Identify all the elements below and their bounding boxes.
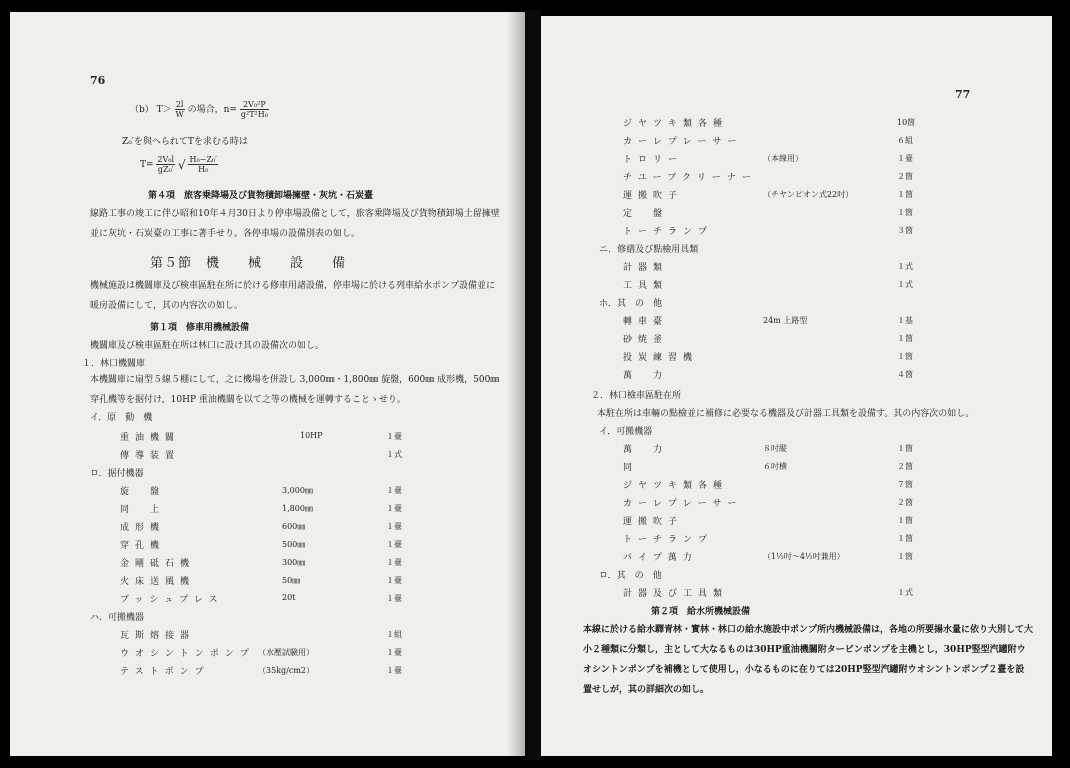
item-quantity: 10箇 (897, 118, 916, 127)
item-name: 火床送風機 (120, 577, 196, 587)
category-label: イ．可搬機器 (599, 427, 653, 437)
page-number: 77 (955, 88, 971, 101)
category-label: ハ．可搬機器 (90, 613, 145, 623)
item1-paragraph: 機關庫及び検車區駐在所は林口に設け其の設備次の如し。 (90, 341, 325, 351)
item-name: 運搬吹子 (623, 517, 684, 527)
item-quantity: １臺 (386, 432, 402, 441)
item-quantity: １箇 (897, 352, 913, 361)
item-quantity: １臺 (386, 576, 402, 585)
item-spec: 600㎜ (282, 522, 306, 531)
item-name: 萬 力 (623, 445, 669, 455)
right-page (541, 16, 1052, 756)
sub1-heading: １．林口機關庫 (82, 359, 146, 369)
item-quantity: １臺 (386, 486, 402, 495)
item-name: カーレプレーサー (623, 137, 743, 147)
formula-label: （b） (130, 105, 154, 115)
item-quantity: １臺 (897, 154, 913, 163)
category-label: ニ．修繕及び點檢用具類 (599, 245, 699, 255)
formula-text: の場合，n= (187, 105, 237, 115)
item-name: トーチランプ (623, 535, 714, 545)
item-spec: 1,800㎜ (282, 504, 313, 513)
section5-title: 第５節 機 械 設 備 (150, 256, 347, 271)
item-spec: （水壓試驗用） (258, 648, 314, 657)
page-number: 76 (90, 74, 106, 87)
item4-paragraph: 線路工事の竣工に伴ひ昭和10年４月30日より停車場設備として，旅客乗降場及び貨物積卸場土留擁壁並に灰坑・石炭臺の工事に著手せり。各停車場の設備別表の如し。 (90, 209, 500, 239)
item-spec: 50㎜ (282, 576, 301, 585)
fraction (240, 100, 269, 119)
numerator: 2l (175, 100, 184, 109)
item-name: 瓦斯熔接器 (120, 631, 196, 641)
item-name: パイプ萬力 (623, 553, 698, 563)
item-quantity: １箇 (897, 190, 913, 199)
sub2-heading: ２．林口檢車區駐在所 (591, 391, 682, 401)
denominator: W (175, 110, 184, 119)
formula-t (140, 155, 218, 174)
denominator: gZ₀′ (157, 165, 174, 174)
item-spec: （35kg/cm2） (258, 666, 314, 675)
item-quantity: １臺 (386, 594, 402, 603)
numerator: H₀−Z₀′ (189, 155, 217, 164)
item-quantity: １箇 (897, 534, 913, 543)
item-name: 工具類 (623, 281, 669, 291)
numerator: 2V₀²P (240, 100, 269, 110)
item-spec: ８吋縦 (763, 444, 787, 453)
item-name: 砂焼釜 (623, 335, 669, 345)
item-name: 轉車臺 (623, 317, 669, 327)
book-gutter (525, 10, 541, 760)
item-spec: 300㎜ (282, 558, 306, 567)
item-name: 重油機關 (120, 433, 181, 443)
item-name: 同 上 (120, 505, 166, 515)
item-quantity: １箇 (897, 444, 913, 453)
item-spec: 10HP (300, 431, 323, 440)
item-quantity: １式 (897, 588, 913, 597)
given-line: Z₀′を與へられてTを求むる時は (122, 137, 248, 147)
item-name: 穿孔機 (120, 541, 166, 551)
formula-text: T= (140, 160, 154, 170)
item-name: 計器類 (623, 263, 669, 273)
item-name: 定 盤 (623, 209, 669, 219)
item-name: 傳導装置 (120, 451, 181, 461)
item2-heading: 第２項 給水所機械設備 (651, 607, 751, 617)
item-quantity: １箇 (897, 208, 913, 217)
item-spec: ６吋横 (763, 462, 787, 471)
item-quantity: １臺 (386, 504, 402, 513)
item-quantity: １箇 (897, 334, 913, 343)
item-name: 旋 盤 (120, 487, 166, 497)
item-quantity: ７箇 (897, 480, 913, 489)
item-name: ウオシントンポンプ (120, 649, 255, 659)
item-quantity: ３箇 (897, 226, 913, 235)
left-page (10, 12, 525, 756)
item4-heading: 第４項 旅客乗降場及び貨物積卸場擁壁・灰坑・石炭臺 (148, 191, 374, 201)
item-name: 同 (623, 463, 639, 473)
item-quantity: １式 (897, 262, 913, 271)
page-shadow (507, 12, 525, 756)
item-name: 投炭練習機 (623, 353, 699, 363)
item-quantity: １箇 (897, 516, 913, 525)
item-quantity: １式 (386, 450, 402, 459)
item-quantity: １臺 (386, 558, 402, 567)
item-name: ジヤツキ類各種 (623, 481, 729, 491)
item-spec: 500㎜ (282, 540, 306, 549)
item-name: トロリー (623, 155, 684, 165)
category-label: イ．原 動 機 (90, 413, 153, 423)
item1-heading: 第１項 修車用機械設備 (150, 323, 250, 333)
item-name: チユーブクリーナー (623, 173, 757, 183)
item-quantity: ６組 (897, 136, 913, 145)
item-quantity: １臺 (386, 648, 402, 657)
sqrt-sign: √ (177, 157, 186, 172)
item-spec: （チヤンピオン式22吋） (763, 190, 854, 199)
item-name: ジヤツキ類各種 (623, 119, 729, 129)
item-name: 運搬吹子 (623, 191, 684, 201)
item-quantity: １式 (897, 280, 913, 289)
denominator: g²T²H₀ (240, 110, 268, 119)
item-spec: 24m 上路型 (763, 316, 808, 325)
fraction (175, 100, 185, 119)
item-spec: （1½吋～4½吋兼用） (763, 552, 845, 561)
category-label: ロ．其 の 他 (599, 571, 662, 581)
category-label: ホ．其 の 他 (599, 299, 663, 309)
item-name: トーチランプ (623, 227, 714, 237)
sub1-paragraph: 本機關庫に扇型５線５棚にして，之に機場を併設し 3,000㎜・1,800㎜ 旋盤，600㎜ 成形機，500㎜ 穿孔機等を据付け，10HP 重油機關を以て之等の機械を運轉することゝせり。 (90, 375, 500, 405)
fraction (188, 155, 217, 174)
sub2-paragraph: 本駐在所は車輛の點檢並に補修に必要なる機器及び計器工具類を設備す。其の内容次の如し。 (597, 409, 975, 419)
item-name: 金剛砥石機 (120, 559, 196, 569)
item-name: テストポンプ (120, 667, 210, 677)
item-quantity: ２箇 (897, 172, 913, 181)
item-name: カーレプレーサー (623, 499, 743, 509)
item-name: ブッシュプレス (120, 595, 224, 605)
category-label: ロ．据付機器 (90, 469, 144, 479)
item-quantity: ２箇 (897, 462, 913, 471)
denominator: H₀ (198, 165, 209, 174)
item-spec: 3,000㎜ (282, 486, 313, 495)
item-quantity: １箇 (897, 552, 913, 561)
item2-paragraph: 本線に於ける給水驛青林・實林・林口の給水施設中ポンプ所内機械設備は，各地の所要揚水量に依り大別して大小２種類に分類し，主として大なるものは30HP重油機關附タービンポンプを主機とし，30HP竪型汽罐附ウオシントンポンプを補機として使用し，小なるものに在りては20HP竪型汽罐附ウオシントンポンプ２臺を設置せしが，其の詳細次の如し。 (583, 625, 1034, 695)
item-quantity: ２箇 (897, 498, 913, 507)
item-spec: 20t (282, 593, 296, 602)
item-quantity: １臺 (386, 666, 402, 675)
item-name: 成形機 (120, 523, 166, 533)
item-name: 計器及び工具類 (623, 589, 729, 599)
item-quantity: １臺 (386, 540, 402, 549)
formula-text: T＞ (156, 105, 172, 115)
item-quantity: ４箇 (897, 370, 913, 379)
item-spec: （本線用） (763, 154, 803, 163)
numerator: 2V₀l (157, 155, 175, 164)
item-name: 萬 力 (623, 371, 669, 381)
formula-condition (130, 100, 269, 119)
item-quantity: １組 (386, 630, 402, 639)
item-quantity: １臺 (386, 522, 402, 531)
fraction (156, 155, 175, 174)
section5-paragraph: 機械施設は機關庫及び検車區駐在所に於ける修車用諸設備，停車場に於ける列車給水ポンプ設備並に暖房設備にして，其の内容次の如し。 (90, 281, 496, 311)
item-quantity: １基 (897, 316, 913, 325)
